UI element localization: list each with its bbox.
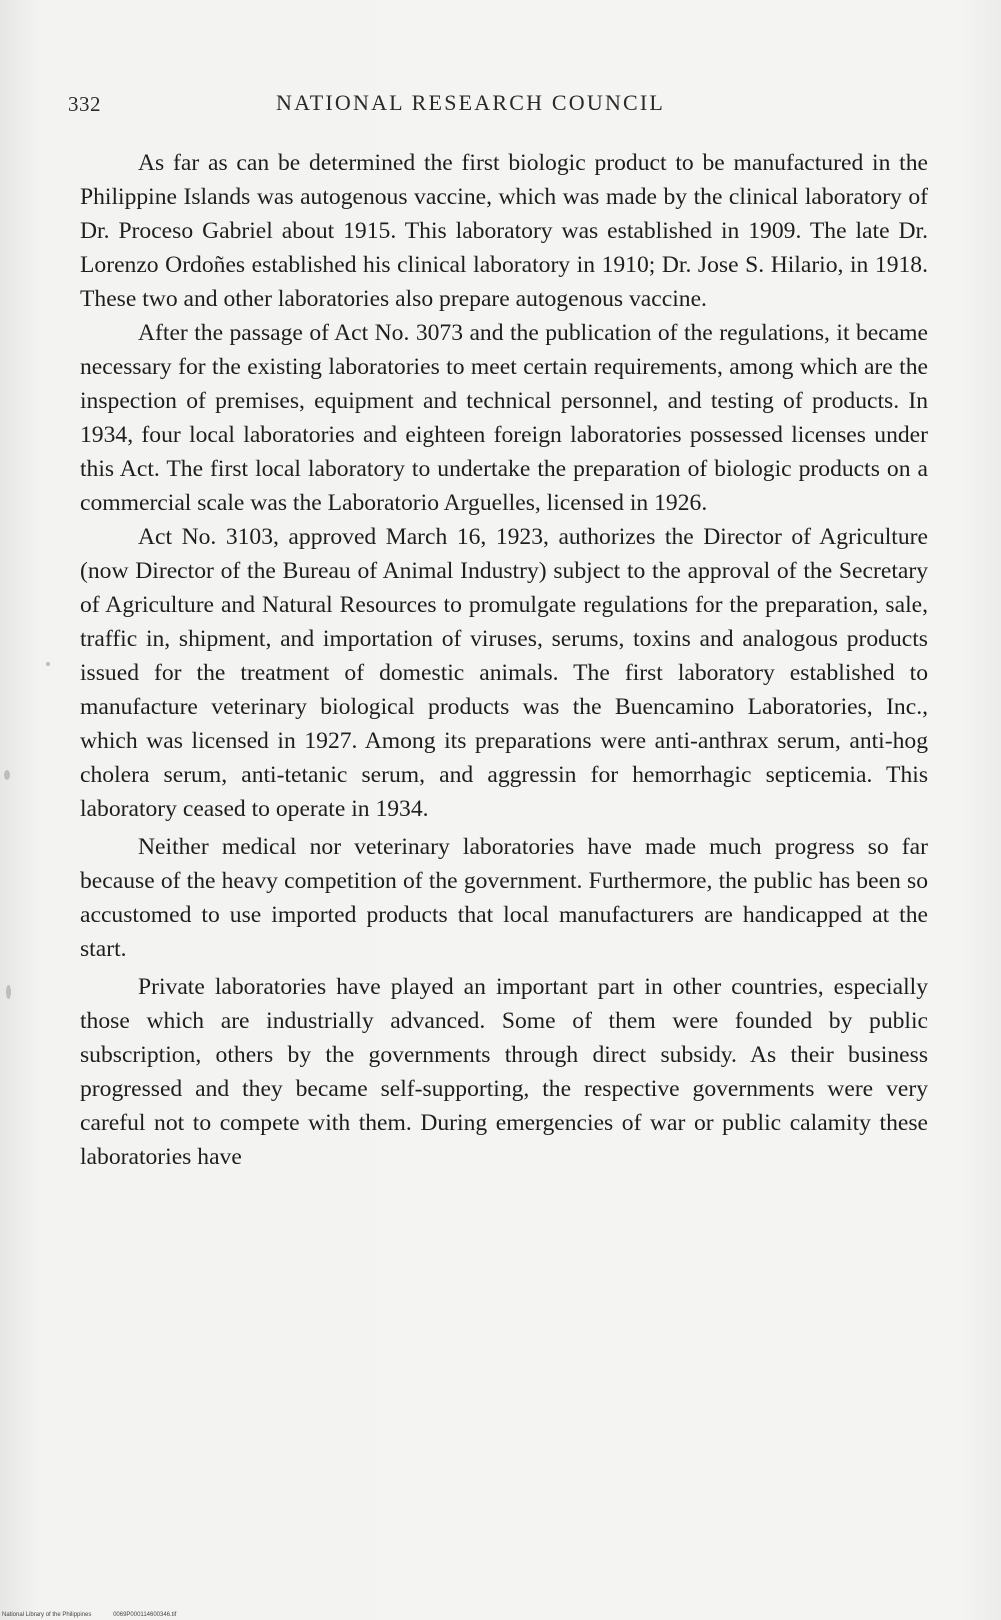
- paper-speck: [4, 770, 10, 780]
- page-header: [68, 88, 928, 128]
- footer-library: National Library of the Philippines: [2, 1612, 92, 1618]
- paragraph-private-laboratories: Private laboratories have played an important part in other countries, especially those which are industrially advanced. Some of them were founded by public subscription, others by the governments through direct subsidy. As their business progressed and they became self-supporting, the respective governments were very careful not to compete with them. During emergencies of war or public calamity these laboratories have: [80, 974, 928, 1170]
- paper-speck: [46, 662, 50, 666]
- paragraph-act-3103: Act No. 3103, approved March 16, 1923, authorizes the Director of Agriculture (now Director of the Bureau of Animal Industry) subject to the approval of the Secretary of Agriculture and Natural Resources to promulgate regulations for the preparation, sale, traffic in, shipment, and importation of viruses, serums, toxins and analogous products issued for the treatment of domestic animals. The first laboratory established to manufacture veterinary biological products was the Buencamino Laboratories, Inc., which was licensed in 1927. Among its preparations were anti-anthrax serum, anti-hog cholera serum, anti-tetanic serum, and aggressin for hemorrhagic septicemia. This laboratory ceased to operate in 1934.: [80, 524, 928, 822]
- running-title: NATIONAL RESEARCH COUNCIL: [276, 90, 666, 115]
- scan-footer: [2, 1612, 176, 1618]
- footer-identifier: 0069P000114600346.tif: [113, 1612, 177, 1618]
- paragraph-laboratory-progress: Neither medical nor veterinary laboratories have made much progress so far because of the heavy competition of the government. Furthermore, the public has been so accustomed to use imported products that local manufacturers are handicapped at the start.: [80, 834, 928, 962]
- page-number: 332: [68, 92, 101, 116]
- body-text: [80, 146, 928, 1174]
- paragraph-first-biologic-product: As far as can be determined the first biologic product to be manufactured in the Philippine Islands was autogenous vaccine, which was made by the clinical laboratory of Dr. Proceso Gabriel about 1915. This laboratory was established in 1909. The late Dr. Lorenzo Ordoñes established his clinical laboratory in 1910; Dr. Jose S. Hilario, in 1918. These two and other laboratories also prepare autogenous vaccine.: [80, 150, 928, 312]
- paragraph-act-3073: After the passage of Act No. 3073 and the publication of the regulations, it became necessary for the existing laboratories to meet certain requirements, among which are the inspection of premises, equipment and technical personnel, and testing of products. In 1934, four local laboratories and eighteen foreign laboratories possessed licenses under this Act. The first local laboratory to undertake the preparation of biologic products on a commercial scale was the Laboratorio Arguelles, licensed in 1926.: [80, 320, 928, 516]
- paper-speck: [6, 985, 11, 999]
